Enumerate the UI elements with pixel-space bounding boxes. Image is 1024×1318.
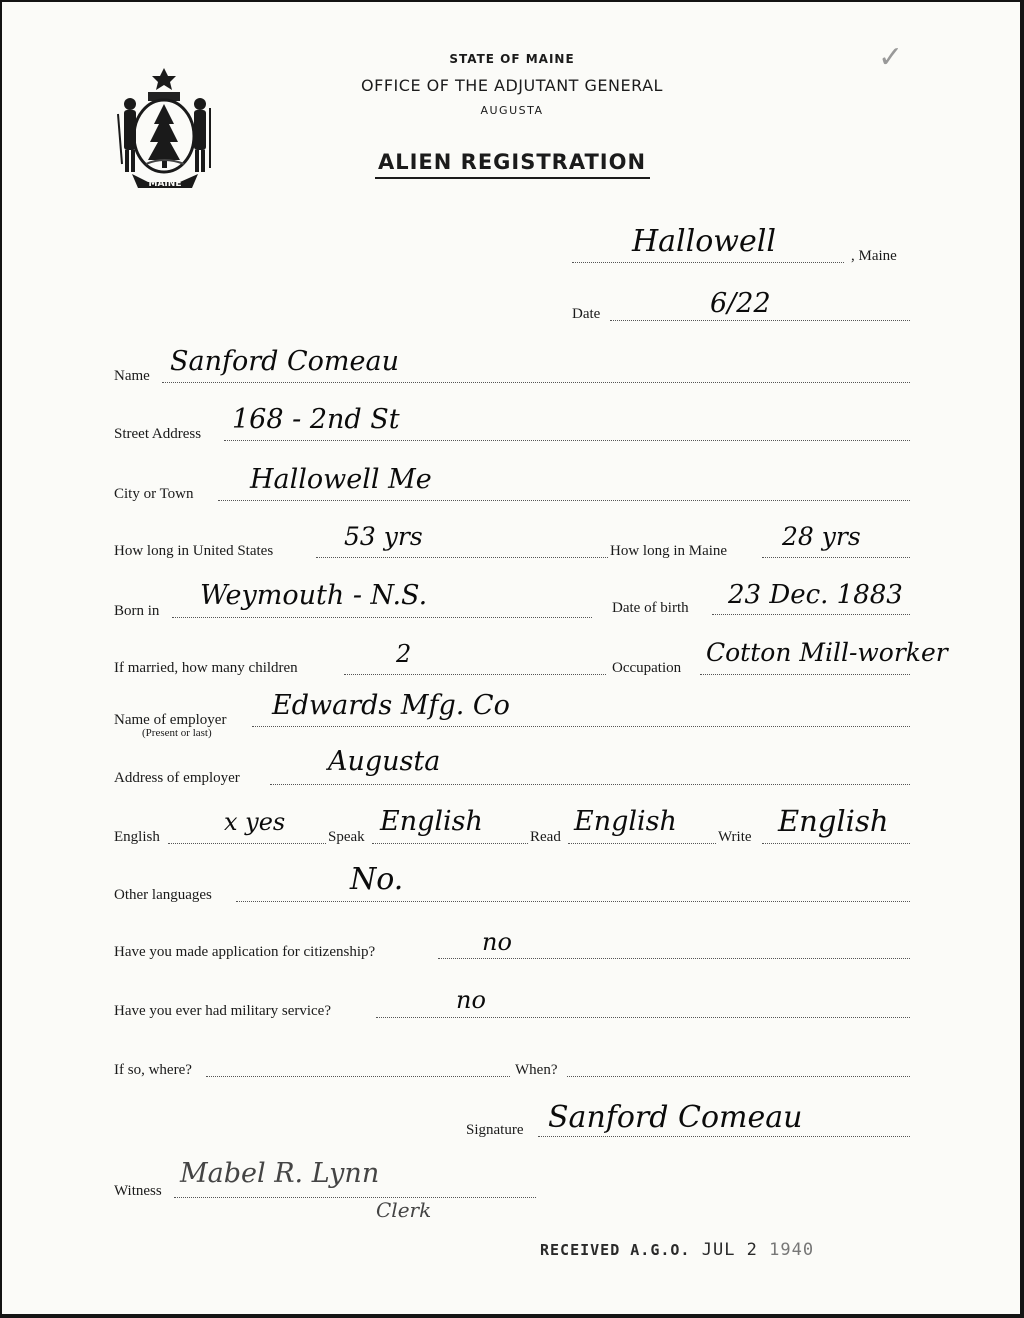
city-line [218,500,910,501]
when-label: When? [515,1062,558,1078]
speak-line [372,843,528,844]
write-line [762,843,910,844]
english-label: English [114,829,160,845]
name-value: Sanford Comeau [170,346,399,377]
occupation-value: Cotton Mill-worker [706,638,948,667]
witness-label: Witness [114,1183,162,1199]
place-line [572,262,844,263]
occupation-line [700,674,910,675]
date-value: 6/22 [710,288,771,319]
check-mark: ✓ [878,40,904,75]
when-line [567,1076,910,1077]
city-value: Hallowell Me [250,464,432,495]
children-label: If married, how many children [114,660,298,676]
occupation-label: Occupation [612,660,682,676]
name-label: Name [114,368,150,384]
born-value: Weymouth - N.S. [200,580,428,611]
signature-line [538,1136,910,1137]
witness-line [174,1197,536,1198]
write-value: English [778,804,889,838]
military-line [376,1017,910,1018]
dob-label: Date of birth [612,600,689,616]
write-label: Write [718,829,752,845]
other-lang-line [236,901,910,902]
form-title: ALIEN REGISTRATION [377,150,647,174]
read-line [568,843,716,844]
children-value: 2 [396,640,412,668]
us-line [316,557,608,558]
read-label: Read [530,829,561,845]
employer-sub-label: (Present or last) [142,727,212,739]
received-stamp-label: RECEIVED A.G.O. [540,1241,691,1259]
place-value: Hallowell [632,224,776,259]
read-value: English [574,806,677,837]
city-label: City or Town [114,486,194,502]
english-line [168,843,326,844]
english-value: x yes [224,808,286,836]
date-label: Date [572,306,601,322]
employer-line [252,726,910,727]
employer-addr-label: Address of employer [114,770,240,786]
street-line [224,440,910,441]
employer-addr-line [270,784,910,785]
born-label: Born in [114,603,160,619]
street-value: 168 - 2nd St [232,404,400,435]
us-value: 53 yrs [344,522,423,551]
received-stamp [540,1240,814,1260]
other-lang-value: No. [350,862,404,897]
date-line [610,320,910,321]
military-label: Have you ever had military service? [114,1003,331,1019]
employer-addr-value: Augusta [328,746,441,777]
other-lang-label: Other languages [114,887,212,903]
header-state: STATE OF MAINE [449,52,575,66]
signature-label: Signature [466,1122,524,1138]
maine-line [762,557,910,558]
military-value: no [456,986,486,1014]
where-label: If so, where? [114,1062,192,1078]
witness-title-value: Clerk [376,1198,432,1222]
state-suffix-label: , Maine [851,248,897,264]
employer-value: Edwards Mfg. Co [272,690,510,721]
maine-value: 28 yrs [782,522,861,551]
maine-label: How long in Maine [610,543,728,559]
header-city: AUGUSTA [480,104,544,117]
received-stamp-year: 1940 [769,1240,815,1260]
title-underline [375,177,650,179]
us-label: How long in United States [114,543,274,559]
speak-value: English [380,806,483,837]
children-line [344,674,606,675]
signature-value: Sanford Comeau [548,1100,803,1135]
speak-label: Speak [328,829,365,845]
street-label: Street Address [114,426,202,442]
employer-label: Name of employer [114,712,227,728]
where-line [206,1076,510,1077]
born-line [172,617,592,618]
citizenship-line [438,958,910,959]
name-line [162,382,910,383]
citizenship-value: no [482,928,512,956]
witness-value: Mabel R. Lynn [180,1158,380,1189]
citizenship-label: Have you made application for citizenship? [114,944,376,960]
received-stamp-date: JUL 2 [701,1240,758,1260]
dob-line [712,614,910,615]
header-office: OFFICE OF THE ADJUTANT GENERAL [361,76,663,95]
dob-value: 23 Dec. 1883 [728,580,903,610]
svg-text:MAINE: MAINE [148,179,182,189]
